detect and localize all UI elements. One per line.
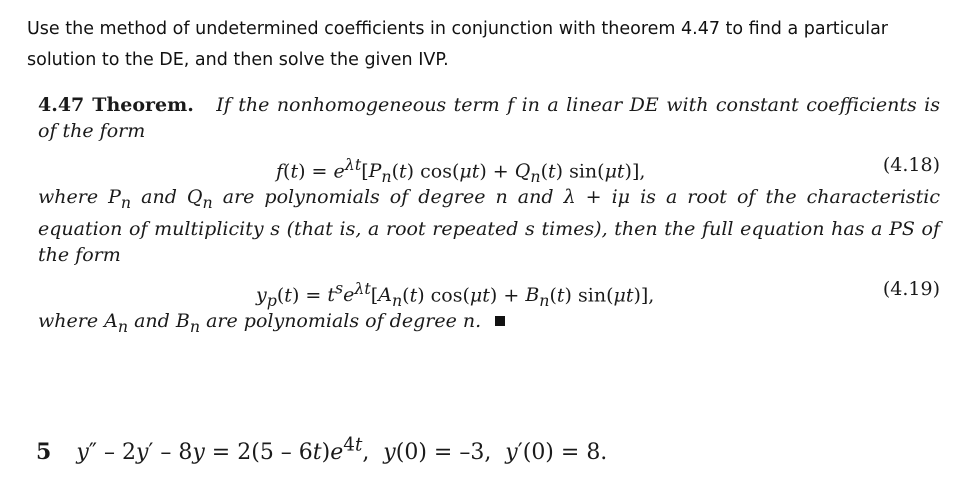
equation-4-19-formula: $y_p(t) = t^se^{\lambda t}[A_n(t) \cos(\mu t) + B_n(t)$ sin(μt)], [256, 278, 655, 310]
equation-4-18 [38, 148, 940, 187]
theorem-middle: where $P_n$ and $Q_n$ are polynomials of degree n and λ + iμ is a root of the characteristic equation of multiplicity s (that is, a root repeated s times), then the full equation has a PS of the form [38, 186, 941, 266]
equation-4-19 [38, 272, 940, 310]
equation-4-19-number: (4.19) [882, 277, 940, 300]
theorem-heading: 4.47 Theorem. [38, 94, 194, 116]
theorem-4-47 [38, 88, 940, 340]
problem-number: 5 [36, 439, 52, 466]
equation-4-18-formula: $f(t) = e^{\lambda t}[P_n(t) \cos(\mu t) + Q_n(t)$ sin(μt)], [276, 155, 646, 187]
theorem-intro [38, 92, 940, 144]
problem-instructions: Use the method of undetermined coefficients in conjunction with theorem 4.47 to find a particular solution to the DE, and then solve the given IVP. [27, 19, 888, 70]
problem-equation: $y'' - 2y' - 8y = 2(5 - 6t)e^{4t}$, y(0) = –3, y′(0) = 8. [76, 435, 608, 466]
qed-square-icon [495, 316, 505, 326]
ivp-problem [36, 432, 607, 467]
theorem-intro-text: If the nonhomogeneous term f in a linear DE with constant coefficients is of the form [38, 94, 941, 142]
equation-4-18-number: (4.18) [882, 154, 940, 176]
theorem-ending: where $A_n$ and $B_n$ are polynomials of degree n. [38, 308, 940, 340]
